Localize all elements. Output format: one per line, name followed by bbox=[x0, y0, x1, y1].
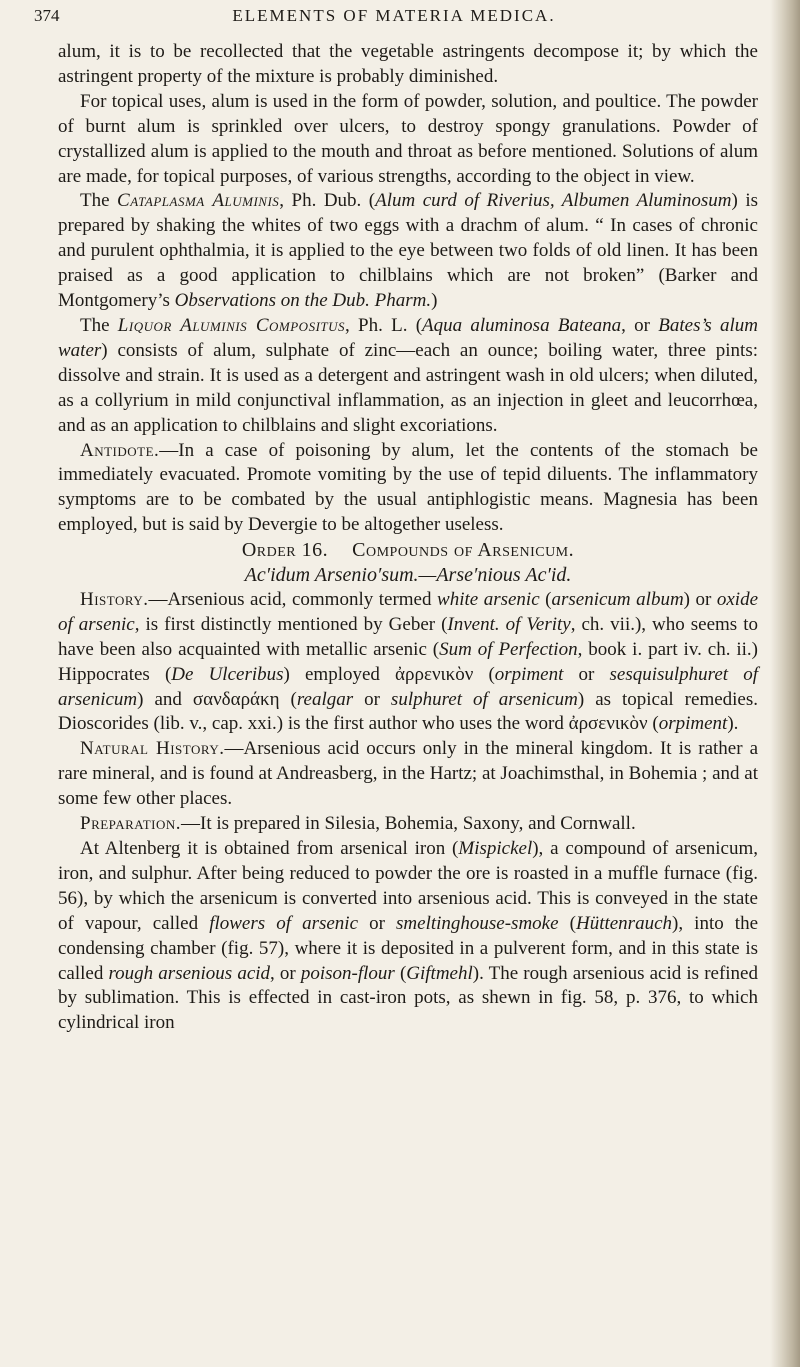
paragraph-preparation: Preparation.—It is prepared in Silesia, Bohemia, Saxony, and Cornwall. bbox=[80, 813, 636, 835]
paragraph-cataplasma: The Cataplasma Aluminis, Ph. Dub. (Alum curd of Riverius, Albumen Aluminosum) is prepared by shaking the whites of two eggs with a drachm of alum. “ In cases of chronic and purulent ophthalmia, it is applied to the eye between two folds of old linen. It has been praised as a good application to chilblains which are not broken” (Barker and Montgomery’s Observations on the Dub. Pharm.) bbox=[58, 190, 758, 312]
section-head: Natural History. bbox=[80, 738, 225, 760]
paragraph-history: History.—Arsenious acid, commonly termed white arsenic (arsenicum album) or oxide of arsenic, is first distinctly mentioned by Geber (Invent. of Verity, ch. vii.), who seems to have been also acquainted with metallic arsenic (Sum of Perfection, book i. part iv. ch. ii.) Hippocrates (De Ulceribus) employed ἀρρενικὸν (orpiment or sesquisulphuret of arsenicum) and σανδαράκη (realgar or sulphuret of arsenicum) as topical remedies. Dioscorides (lib. v., cap. xxi.) is the first author who uses the word ἀρσενικὸν (orpiment). bbox=[58, 588, 759, 735]
substance-heading: Ac′idum Arsenio′sum.—Arse′nious Ac′id. bbox=[244, 564, 572, 587]
order-heading: Order 16. Compounds of Arsenicum. bbox=[241, 539, 575, 562]
paragraph-alum-astringents: alum, it is to be recollected that the vegetable astringents decompose it; by which the astringent property of the mixture is probably diminished. bbox=[58, 41, 758, 87]
paragraph-altenberg: At Altenberg it is obtained from arsenical iron (Mispickel), a compound of arsenicum, iron, and sulphur. After being reduced to powder the ore is roasted in a muffle furnace (fig. 56), by which the arsenicum is converted into arsenious acid. This is conveyed in the state of vapour, called flowers of arsenic or smeltinghouse-smoke (Hüttenrauch), into the condensing chamber (fig. 57), where it is deposited in a pulverent form, and in this state is called rough arsenious acid, or poison-flour (Giftmehl). The rough arsenious acid is refined by sublimation. This is effected in cast-iron pots, as shewn in fig. 58, p. 376, to which cylindrical iron bbox=[58, 838, 759, 1034]
page-body bbox=[58, 40, 758, 1036]
page-number: 374 bbox=[34, 6, 60, 25]
preparation-name: Cataplasma Aluminis bbox=[117, 190, 280, 212]
page-edge-shadow bbox=[770, 0, 800, 1367]
preparation-name: Liquor Aluminis Compositus bbox=[117, 314, 346, 336]
paragraph-natural-history: Natural History.—Arsenious acid occurs only in the mineral kingdom. It is rather a rare mineral, and is found at Andreasberg, in the Hartz; at Joachimsthal, in Bohemia ; and at some few other places. bbox=[58, 738, 758, 810]
running-title: ELEMENTS OF MATERIA MEDICA. bbox=[232, 6, 556, 25]
paragraph-topical-uses: For topical uses, alum is used in the form of powder, solution, and poultice. The powder of burnt alum is sprinkled over ulcers, to destroy spongy granulations. Powder of crystallized alum is applied to the mouth and throat as before mentioned. Solutions of alum are made, for topical purposes, of various strengths, according to the object in view. bbox=[58, 90, 758, 187]
running-header bbox=[34, 6, 754, 30]
section-head: History. bbox=[80, 588, 149, 610]
paragraph-antidote: Antidote.—In a case of poisoning by alum, let the contents of the stomach be immediately evacuated. Promote vomiting by the use of tepid diluents. The inflammatory symptoms are to be combated by the usual antiphlogistic means. Magnesia has been employed, but is said by Devergie to be altogether useless. bbox=[58, 439, 758, 536]
section-head: Antidote. bbox=[80, 439, 160, 461]
section-head: Preparation. bbox=[80, 813, 182, 835]
paragraph-liquor-aluminis: The Liquor Aluminis Compositus, Ph. L. (Aqua aluminosa Bateana, or Bates’s alum water) consists of alum, sulphate of zinc—each an ounce; boiling water, three pints: dissolve and strain. It is used as a detergent and astringent wash in old ulcers; when diluted, as a collyrium in mild conjunctival inflammation, as an injection in gleet and leucorrhœa, and as an application to chilblains and slight excoriations. bbox=[58, 314, 758, 436]
